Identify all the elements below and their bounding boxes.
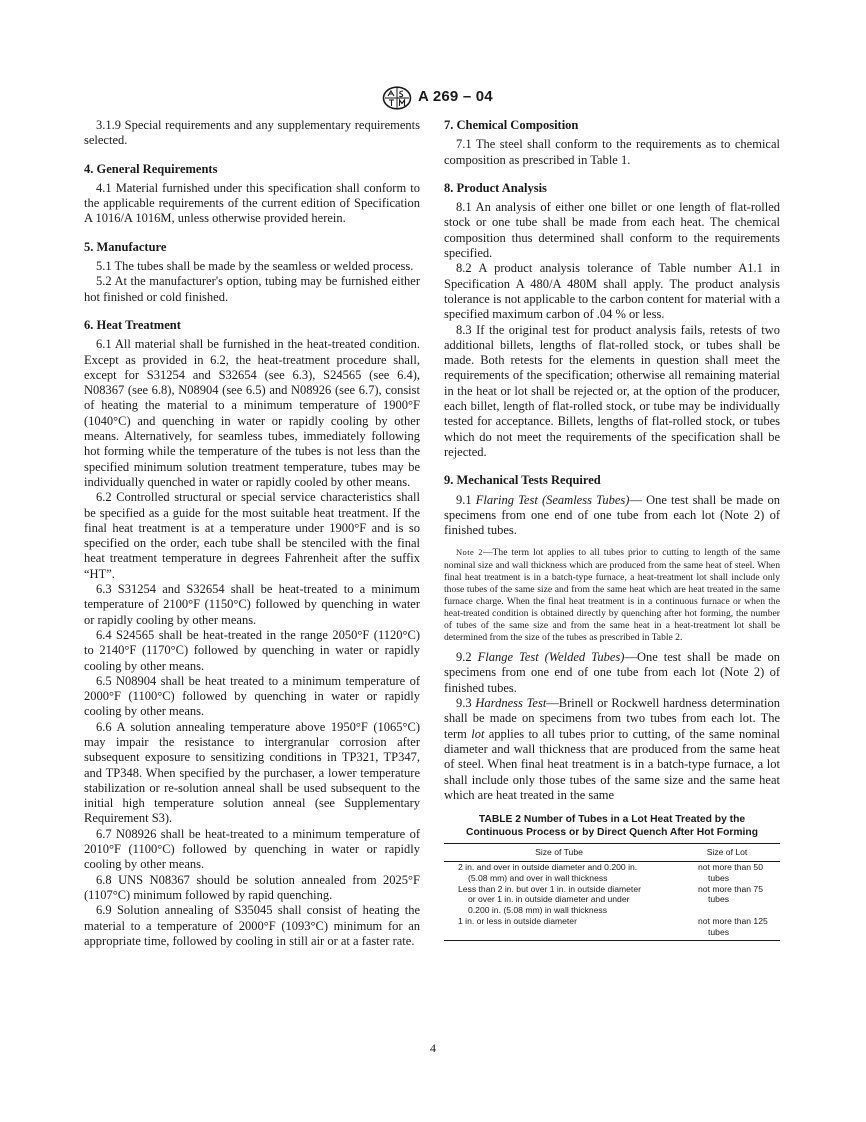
- cell-text: or over 1 in. in outside diameter and under: [468, 894, 630, 905]
- cell-size-of-lot: [674, 861, 780, 883]
- para-5-1: 5.1 The tubes shall be made by the seamless or welded process.: [96, 259, 414, 274]
- para-9-2-text: —One test shall be made on specimens from one end of one tube from each lot (Note 2) of finished tubes.: [444, 650, 780, 695]
- cell-size-of-tube: [444, 884, 674, 916]
- cell-text: 1 in. or less in outside diameter: [458, 915, 577, 926]
- para-9-1-term: Flaring Test (Seamless Tubes): [475, 492, 630, 507]
- table-2: [444, 813, 780, 940]
- para-6-3: 6.3 S31254 and S32654 shall be heat-treated to a minimum temperature of 2100°F (1150°C) followed by quenching in water or rapidly cooling by other means.: [84, 582, 420, 627]
- note-2: [444, 546, 780, 644]
- section-4-title: 4. General Requirements: [84, 161, 218, 176]
- para-6-7: 6.7 N08926 shall be heat-treated to a minimum temperature of 2010°F (1100°C) followed by quenching in water or rapidly cooling by other means.: [84, 826, 420, 872]
- cell-text: tubes: [708, 872, 730, 883]
- right-column: [444, 118, 780, 941]
- para-6-9: 6.9 Solution annealing of S35045 shall consist of heating the material to a temperature of 2000°F (1093°C) minimum for an appropriate time, followed by cooling in still air or at a faster rate.: [84, 903, 420, 948]
- para-9-2-number: 9.2: [456, 650, 472, 665]
- left-column: [84, 118, 420, 949]
- table-2-caption-line-2: Continuous Process or by Direct Quench After Hot Forming: [466, 827, 758, 839]
- section-7-title: 7. Chemical Composition: [444, 118, 579, 132]
- cell-text: (5.08 mm) and over in wall thickness: [468, 872, 608, 883]
- para-8-2: 8.2 A product analysis tolerance of Table number A1.1 in Specification A 480/A 480M shall apply. The product analysis tolerance is not applicable to the carbon content for material with a specified maximum carbon of .04 % or less.: [444, 261, 780, 322]
- para-8-1: 8.1 An analysis of either one billet or one length of flat-rolled stock or one tube shall be made from each heat. The chemical composition thus determined shall conform to the requirements specified.: [444, 200, 780, 261]
- cell-text: tubes: [708, 894, 730, 905]
- table-row: [444, 861, 780, 883]
- para-5-2: 5.2 At the manufacturer's option, tubing may be furnished either hot finished or cold finished.: [84, 274, 420, 304]
- designation: A 269 – 04: [418, 88, 493, 105]
- para-6-2: 6.2 Controlled structural or special service characteristics shall be specified as a guide for the most suitable heat treatment. If the final heat treatment is at a temperature under 1900°F and is so specified on the order, each tube shall be stenciled with the final heat treatment temperature in degrees Fahrenheit after the suffix “HT”.: [84, 490, 420, 581]
- para-6-4: 6.4 S24565 shall be heat-treated in the range 2050°F (1120°C) to 2140°F (1170°C) followed by quenching in water or rapidly cooling by other means.: [84, 627, 420, 673]
- table-2-caption: [444, 813, 780, 839]
- section-5-title: 5. Manufacture: [84, 239, 167, 254]
- para-8-3: 8.3 If the original test for product analysis fails, retests of two additional billets, lengths of flat-rolled stock, or tubes shall be made. Both retests for the elements in question shall meet the requirements of the specification; otherwise all remaining material in the heat or lot shall be rejected or, at the option of the producer, each billet, length of flat-rolled stock, or tube may be individually tested for acceptance. Billets, lengths of flat-rolled stock, or tubes which do not meet the requirements of the specification shall be rejected.: [444, 322, 780, 459]
- page-number: 4: [430, 1041, 436, 1055]
- para-9-3-lot-term: lot: [471, 726, 485, 741]
- page-header: [0, 84, 866, 112]
- section-6-title: 6. Heat Treatment: [84, 317, 181, 332]
- astm-logo-icon: [382, 86, 412, 110]
- para-9-1: [444, 493, 780, 539]
- para-9-3-number: 9.3: [456, 696, 472, 711]
- col-header-size-of-tube: Size of Tube: [444, 844, 674, 862]
- cell-text: 0.200 in. (5.08 mm) in wall thickness: [468, 905, 607, 916]
- para-9-2-term: Flange Test (Welded Tubes): [477, 650, 625, 665]
- para-9-1-number: 9.1: [456, 492, 472, 507]
- para-3-1-9: 3.1.9 Special requirements and any supplementary requirements selected.: [84, 118, 420, 148]
- table-row: [444, 884, 780, 916]
- cell-size-of-lot: [674, 884, 780, 916]
- para-4-1: 4.1 Material furnished under this specification shall conform to the applicable requirements of the current edition of Specification A 1016/A 1016M, unless otherwise provided herein.: [84, 180, 420, 226]
- cell-size-of-tube: [444, 861, 674, 883]
- cell-text: not more than 125: [698, 915, 768, 926]
- para-9-3-text-b: applies to all tubes prior to cutting, of the same nominal diameter and wall thickness that are produced from the same heat of steel. When final heat treatment is in a batch-type furnace, a lot shall include only those tubes of the same size and the same heat which are heat treated in the same: [444, 726, 780, 802]
- table-2-grid: [444, 843, 780, 940]
- cell-text: not more than 50: [698, 861, 763, 872]
- table-header-row: [444, 844, 780, 862]
- cell-text: tubes: [708, 926, 730, 937]
- para-7-1: 7.1 The steel shall conform to the requirements as to chemical composition as prescribed in Table 1.: [444, 137, 780, 167]
- cell-size-of-tube: [444, 916, 674, 940]
- para-9-3: [444, 696, 780, 803]
- note-2-label: Note 2: [456, 547, 483, 558]
- para-6-1: 6.1 All material shall be furnished in the heat-treated condition. Except as provided in 6.2, the heat-treatment procedure shall, except for S31254 and S32654 (see 6.3), S24565 (see 6.4), N08367 (see 6.8), N08904 (see 6.5) and N08926 (see 6.7), consist of heating the material to a minimum temperature of 1900°F (1040°C) and quenching in water or rapidly cooling by other means. Alternatively, for seamless tubes, immediately following hot forming while the temperature of the tubes is not less than the specified minimum solution treatment temperature, tubes may be individually quenched in water or rapidly cooled by other means.: [84, 337, 420, 489]
- para-6-8: 6.8 UNS N08367 should be solution annealed from 2025°F (1107°C) minimum followed by rapid quenching.: [84, 872, 420, 902]
- para-9-3-text-a: —Brinell or Rockwell hardness determination shall be made on specimens from two tubes from each lot. The term: [444, 696, 781, 741]
- para-9-1-text: — One test shall be made on specimens from one end of one tube from each lot (Note 2) of finished tubes.: [444, 492, 780, 538]
- para-6-5: 6.5 N08904 shall be heat treated to a minimum temperature of 2000°F (1100°C) followed by quenching in water or rapidly cooling by other means.: [84, 673, 420, 719]
- note-2-text: —The term lot applies to all tubes prior to cutting to length of the same nominal size and wall thickness which are produced from the same heat of steel. When final heat treatment is in a batch-type furnace, a heat-treatment lot shall include only those tubes of the same size and from the same heat which are heat treated in the same furnace charge. When the final heat treatment is in a continuous furnace or when the heat-treated condition is obtained directly by quenching after hot forming, the number of tubes of the same size and from the same heat in a heat-treatment lot shall be determined from the size of the tubes as prescribed in Table 2.: [444, 547, 780, 644]
- cell-text: not more than 75: [698, 883, 763, 894]
- para-9-2: [444, 650, 780, 696]
- cell-text: Less than 2 in. but over 1 in. in outside diameter: [458, 883, 641, 894]
- table-2-caption-line-1: TABLE 2 Number of Tubes in a Lot Heat Treated by the: [478, 814, 746, 826]
- table-row: [444, 916, 780, 940]
- col-header-size-of-lot: Size of Lot: [674, 844, 780, 862]
- cell-text: 2 in. and over in outside diameter and 0.200 in.: [458, 861, 638, 872]
- cell-size-of-lot: [674, 916, 780, 940]
- para-9-3-term: Hardness Test: [475, 696, 547, 711]
- section-8-title: 8. Product Analysis: [444, 180, 547, 195]
- section-9-title: 9. Mechanical Tests Required: [444, 473, 601, 488]
- para-6-6: 6.6 A solution annealing temperature above 1950°F (1065°C) may impair the resistance to intergranular corrosion after subsequent exposure to sensitizing conditions in TP321, TP347, and TP348. When specified by the purchaser, a lower temperature stabilization or re-solution anneal shall be used subsequent to the initial high temperature solution anneal (see Supplementary Requirement S3).: [84, 719, 420, 826]
